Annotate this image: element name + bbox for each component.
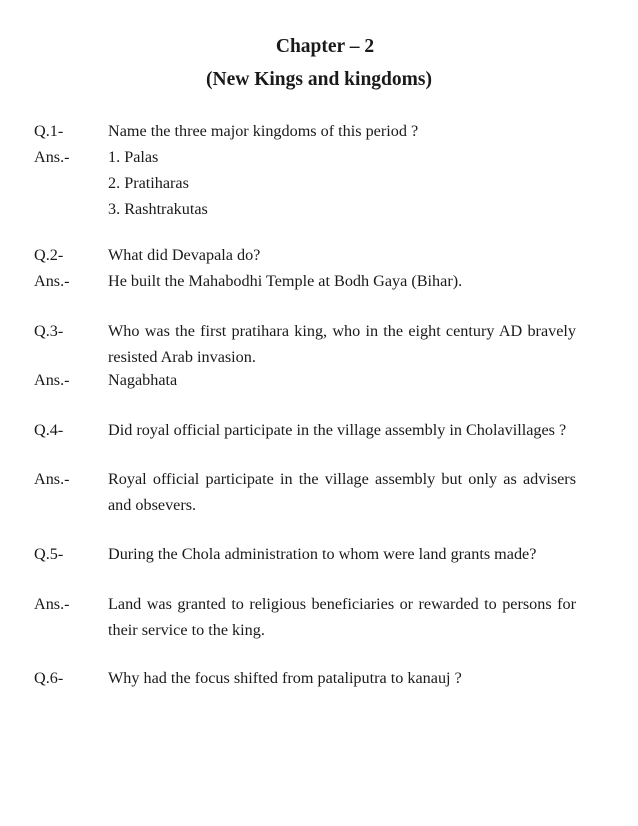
- answer-text: Nagabhata: [108, 371, 178, 389]
- answer-label: Ans.-: [34, 272, 70, 290]
- question-text: Who was the first pratihara king, who in the eight century AD bravely resisted Arab invasion.: [108, 322, 576, 366]
- question-label: Q.2-: [34, 246, 64, 264]
- answer-label: Ans.-: [34, 595, 70, 613]
- question-text: Why had the focus shifted from pataliputra to kanauj ?: [108, 669, 462, 687]
- list-item: 3. Rashtrakutas: [108, 200, 208, 218]
- question-text: During the Chola administration to whom were land grants made?: [108, 545, 537, 563]
- answer-label: Ans.-: [34, 148, 70, 166]
- question-label: Q.3-: [34, 322, 64, 340]
- question-label: Q.5-: [34, 545, 64, 563]
- answer-text: Land was granted to religious beneficiaries or rewarded to persons for their service to the king.: [108, 595, 576, 639]
- list-item: 1. Palas: [108, 148, 159, 166]
- list-item: 2. Pratiharas: [108, 174, 189, 192]
- question-label: Q.4-: [34, 421, 64, 439]
- answer-text: Royal official participate in the village assembly but only as advisers and obsevers.: [108, 470, 576, 514]
- chapter-title: Chapter – 2: [275, 36, 375, 57]
- answer-label: Ans.-: [34, 470, 70, 488]
- answer-text: He built the Mahabodhi Temple at Bodh Gaya (Bihar).: [108, 272, 463, 290]
- question-text: What did Devapala do?: [108, 246, 261, 264]
- question-text: Name the three major kingdoms of this period ?: [108, 122, 419, 140]
- question-label: Q.1-: [34, 122, 64, 140]
- answer-list: [108, 144, 576, 222]
- answer-label: Ans.-: [34, 371, 70, 389]
- question-text: Did royal official participate in the village assembly in Cholavillages ?: [108, 421, 567, 439]
- question-label: Q.6-: [34, 669, 64, 687]
- chapter-subtitle: (New Kings and kingdoms): [206, 69, 432, 90]
